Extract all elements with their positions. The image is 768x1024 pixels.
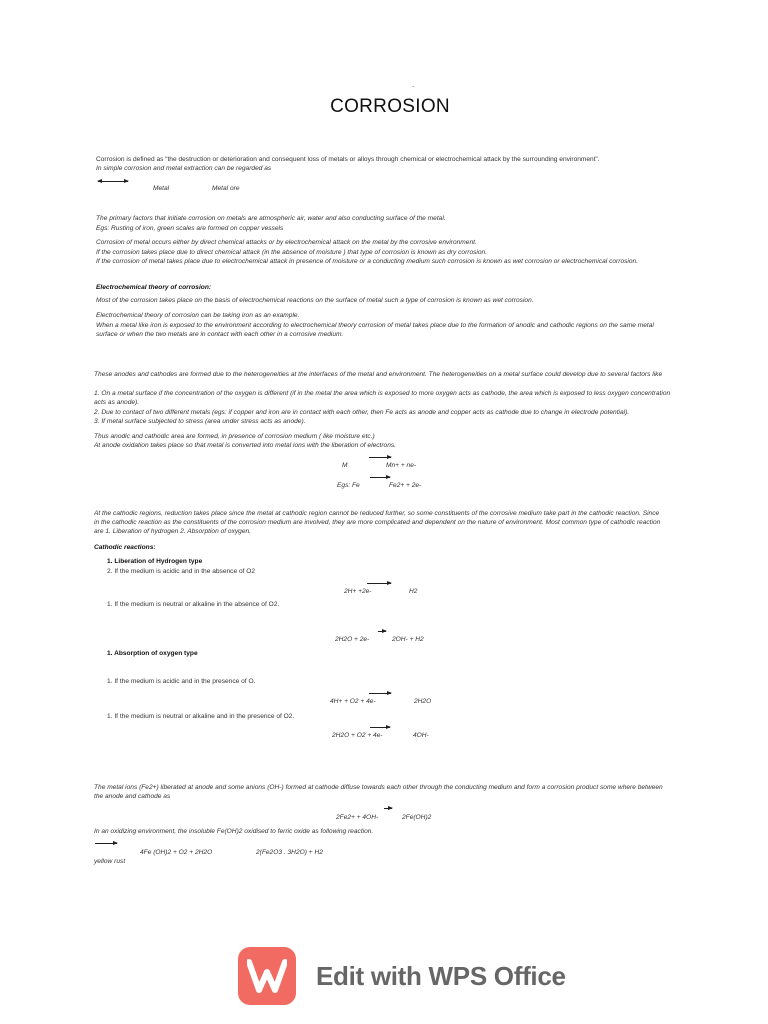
- rust-eq1-right: 2Fe(OH)2: [402, 814, 432, 821]
- rust-eq2-right: 2(Fe2O3 . 3H2O) + H2: [256, 849, 323, 856]
- heterogeneities-paragraph: These anodes and cathodes are formed due to the heterogeneities at the interfaces of the metal and environment. The heterogeneities on a metal surface could develop due to several factors like: [94, 371, 663, 378]
- metal-extraction-text: In simple corrosion and metal extraction can be regarded as: [96, 165, 272, 172]
- rust-eq1-left: 2Fe2+ + 4OH-: [336, 814, 379, 821]
- iron-eq-right: Fe2+ + 2e-: [389, 482, 422, 489]
- edit-with-wps-label[interactable]: Edit with WPS Office: [316, 960, 566, 991]
- hydrogen-acidic-text: 2. If the medium is acidic and in the absence of O2: [107, 568, 256, 575]
- anode-eq-left: M: [342, 462, 348, 469]
- electrochemical-paragraph-1: Most of the corrosion takes place on the basis of electrochemical reactions on the surface of metal such a type of corrosion is known as wet corrosion.: [96, 297, 534, 304]
- anode-oxidation-text: At anode oxidation takes place so that metal is converted into metal ions with the liberation of electrons.: [94, 442, 397, 449]
- metal-label: Metal: [153, 185, 170, 192]
- reaction-arrow-icon: [95, 843, 117, 844]
- double-arrow-icon: [98, 181, 128, 182]
- hydrogen-type-heading: 1. Liberation of Hydrogen type: [107, 558, 203, 565]
- hydrogen-neutral-text: 1. If the medium is neutral or alkaline in the absence of O2.: [107, 601, 280, 608]
- cathodic-heading: Cathodic reactions:: [94, 544, 156, 551]
- anode-eq-right: Mn+ + ne-: [386, 462, 417, 469]
- electrochemical-paragraph-3: When a metal like iron is exposed to the environment according to electrochemical theory corrosion of metal takes place due to the formation of anodic and cathodic regions on the same metal surface or when the two metals are in contact with each other in a corrosive medium.: [96, 322, 654, 338]
- oxidizing-environment-text: In an oxidizing environment, the insoluble Fe(OH)2 oxidised to ferric oxide as following reaction.: [94, 828, 374, 835]
- eq3-right: 2H2O: [414, 698, 432, 705]
- reaction-arrow-icon: [370, 477, 390, 478]
- electrochemical-paragraph-2: Electrochemical theory of corrosion can be taking iron as an example.: [96, 312, 300, 319]
- page-title: CORROSION: [330, 96, 450, 117]
- anodic-cathodic-text: Thus anodic and cathodic area are formed, in presence of corrosion medium ( like moisture etc.): [94, 433, 375, 440]
- dry-corrosion-text: If the corrosion takes place due to direct chemical attack (in the absence of moisture ) that type of corrosion is known as dry corrosion.: [96, 249, 488, 256]
- reaction-arrow-icon: [384, 808, 392, 809]
- eq2-left: 2H2O + 2e-: [335, 636, 370, 643]
- oxygen-type-heading: 1. Absorption of oxygen type: [107, 650, 198, 657]
- reaction-arrow-icon: [369, 693, 391, 694]
- stray-dot: .: [412, 80, 415, 89]
- eq2-right: 2OH- + H2: [392, 636, 424, 643]
- factors-paragraph: The primary factors that initiate corrosion on metals are atmospheric air, water and also conducting surface of the metal.: [96, 215, 446, 222]
- corrosion-types-text: Corrosion of metal occurs either by direct chemical attacks or by electrochemical attack on the metal by the corrosive environment.: [96, 239, 477, 246]
- reaction-arrow-icon: [367, 583, 391, 584]
- wps-logo-icon[interactable]: [238, 947, 296, 1005]
- eq4-left: 2H2O + O2 + 4e-: [332, 732, 383, 739]
- yellow-rust-label: yellow rust: [94, 858, 126, 865]
- eq4-right: 4OH-: [413, 732, 429, 739]
- wet-corrosion-text: If the corrosion of metal takes place due to electrochemical attack in presence of moisture or a conducting medium such corrosion is known as wet corrosion or electrochemical corrosion.: [96, 258, 639, 265]
- reaction-arrow-icon: [369, 457, 391, 458]
- eq1-left: 2H+ +2e-: [344, 588, 372, 595]
- rust-formation-paragraph: The metal ions (Fe2+) liberated at anode and some anions (OH-) formed at cathode diffuse towards each other through the conducting medium and form a corrosion product some where between the anode and cathode as: [94, 784, 663, 800]
- metal-ore-label: Metal ore: [212, 185, 240, 192]
- iron-eq-left: Egs: Fe: [337, 482, 360, 489]
- reaction-arrow-icon: [370, 727, 390, 728]
- factors-examples: Egs: Rusting of iron, green scales are formed on copper vessels: [96, 225, 284, 232]
- cathodic-paragraph: At the cathodic regions, reduction takes place since the metal at cathodic region cannot be reduced further, so some constituents of the corrosive medium take part in the cathodic reaction. Since in the cathodic reaction as the constituents of the corrosion medium are involved, they are more complicated and dependent on the nature of environment. Most common type of cathodic reaction are 1. Liberation of hydrogen 2. Absorption of oxygen.: [94, 510, 661, 535]
- oxygen-neutral-text: 1. If the medium is neutral or alkaline and in the presence of O2.: [107, 713, 295, 720]
- reaction-arrow-icon: [378, 631, 386, 632]
- eq3-left: 4H+ + O2 + 4e-: [330, 698, 376, 705]
- heterogeneity-point-1: 1. On a metal surface if the concentration of the oxygen is different (if in the metal the area which is exposed to more oxygen acts as cathode, the area which is exposed to less oxygen concentration acts as anode).: [94, 390, 671, 406]
- rust-eq2-left: 4Fe (OH)2 + O2 + 2H2O: [140, 849, 213, 856]
- electrochemical-heading: Electrochemical theory of corrosion:: [96, 284, 212, 291]
- heterogeneity-point-3: 3. If metal surface subjected to stress (area under stress acts as anode).: [94, 418, 306, 425]
- heterogeneity-point-2: 2. Due to contact of two different metals (egs: if copper and iron are in contact with each other, then Fe acts as anode and copper acts as cathode due to change in electrode potential).: [94, 409, 630, 416]
- definition-paragraph: Corrosion is defined as “the destruction or deterioration and consequent loss of metals or alloys through chemical or electrochemical attack by the surrounding environment”.: [96, 156, 600, 163]
- wps-edit-banner[interactable]: [238, 947, 566, 1005]
- eq1-right: H2: [409, 588, 418, 595]
- oxygen-acidic-text: 1. If the medium is acidic and in the presence of O.: [107, 678, 256, 685]
